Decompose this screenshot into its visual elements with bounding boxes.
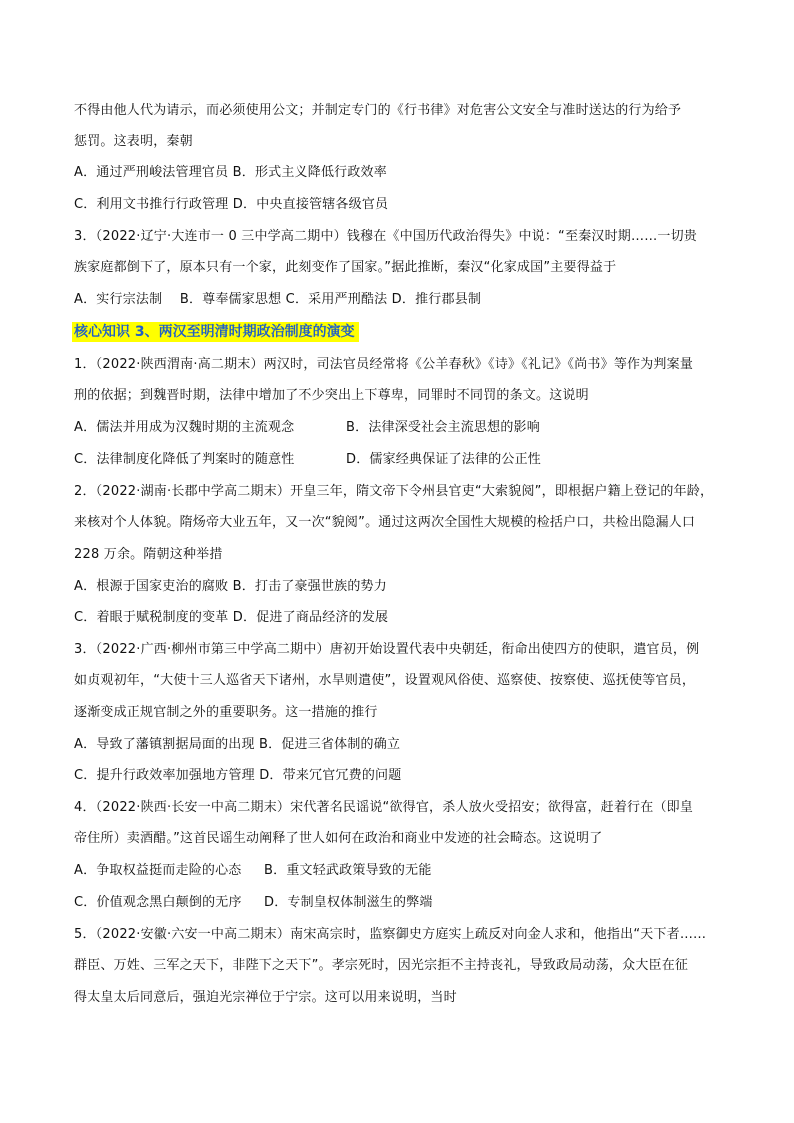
text-line: 来核对个人体貌。隋炀帝大业五年，又一次“貌阅”。通过这两次全国性大规模的检括户口，共检出隐漏人口 — [74, 515, 696, 530]
text-line: 不得由他人代为请示，而必须使用公文；并制定专门的《行书律》对危害公文安全与准时送达的行为给予 — [74, 103, 682, 118]
question-line: 4．（2022·陕西·长安一中高二期末）宋代著名民谣说“欲得官，杀人放火受招安；欲得富，赶着行在（即皇 — [74, 800, 694, 815]
question-line: 3．（2022·辽宁·大连市一 0 三中学高二期中）钱穆在《中国历代政治得失》中说：“至秦汉时期……一切贵 — [74, 229, 697, 244]
option-c: C．价值观念黑白颠倒的无序 — [74, 895, 242, 910]
option-c: C．法律制度化降低了判案时的随意性 — [74, 452, 295, 467]
option-line: C．提升行政效率加强地方管理 D．带来冗官冗费的问题 — [74, 768, 402, 783]
text-line: 惩罚。这表明，秦朝 — [74, 134, 193, 149]
option-line: A．通过严刑峻法管理官员 B．形式主义降低行政效率 — [74, 165, 387, 180]
option-b: B．法律深受社会主流思想的影响 — [346, 420, 540, 435]
option-line — [74, 450, 542, 470]
text-line: 群臣、万姓、三军之天下，非陛下之天下”。孝宗死时，因光宗拒不主持丧礼，导致政局动荡，众大臣在征 — [74, 958, 689, 973]
text-line: 帝住所）卖酒醋。”这首民谣生动阐释了世人如何在政治和商业中发迹的社会畸态。这说明了 — [74, 831, 603, 846]
section-title: 核心知识 3、两汉至明清时期政治制度的演变 — [72, 322, 359, 342]
question-line: 3．（2022·广西·柳州市第三中学高二期中）唐初开始设置代表中央朝廷，衔命出使四方的使职，遣官员，例 — [74, 642, 700, 657]
text-line: 如贞观初年，“大使十三人巡省天下诸州，水旱则遣使”，设置观风俗使、巡察使、按察使、巡抚使等官员， — [74, 673, 696, 688]
option-line — [74, 861, 432, 881]
option-b: B．重文轻武政策导致的无能 — [264, 863, 432, 878]
text-line: 族家庭都倒下了，原本只有一个家，此刻变作了国家。”据此推断，秦汉“化家成国”主要得益于 — [74, 260, 617, 275]
option-a: A．争取权益挺而走险的心态 — [74, 863, 242, 878]
question-line: 2．（2022·湖南·长郡中学高二期末）开皇三年，隋文帝下令州县官吏“大索貌阅”，即根据户籍上登记的年龄， — [74, 484, 714, 499]
text-line: 228 万余。隋朝这种举措 — [74, 547, 223, 562]
option-line: C．利用文书推行行政管理 D．中央直接管辖各级官员 — [74, 197, 389, 212]
option-line — [74, 893, 433, 913]
option-line: A．实行宗法制 B．尊奉儒家思想 C．采用严刑酷法 D．推行郡县制 — [74, 292, 482, 307]
option-line: A．根源于国家吏治的腐败 B．打击了豪强世族的势力 — [74, 579, 387, 594]
option-line — [74, 418, 540, 438]
text-line: 刑的依据；到魏晋时期，法律中增加了不少突出上下尊卑，同罪时不同罚的条文。这说明 — [74, 388, 589, 403]
option-d: D．儒家经典保证了法律的公正性 — [346, 452, 542, 467]
text-line: 得太皇太后同意后，强迫光宗禅位于宁宗。这可以用来说明，当时 — [74, 990, 457, 1005]
option-line: A．导致了藩镇割据局面的出现 B．促进三省体制的确立 — [74, 737, 401, 752]
option-d: D．专制皇权体制滋生的弊端 — [264, 895, 433, 910]
question-line: 1．（2022·陕西渭南·高二期末）两汉时，司法官员经常将《公羊春秋》《诗》《礼记》《尚书》等作为判案量 — [74, 357, 694, 372]
option-a: A．儒法并用成为汉魏时期的主流观念 — [74, 420, 295, 435]
question-line: 5．（2022·安徽·六安一中高二期末）南宋高宗时，监察御史方庭实上疏反对向金人求和，他指出“天下者…… — [74, 927, 707, 942]
text-line: 逐渐变成正规官制之外的重要职务。这一措施的推行 — [74, 705, 378, 720]
option-line: C．着眼于赋税制度的变革 D．促进了商品经济的发展 — [74, 610, 389, 625]
